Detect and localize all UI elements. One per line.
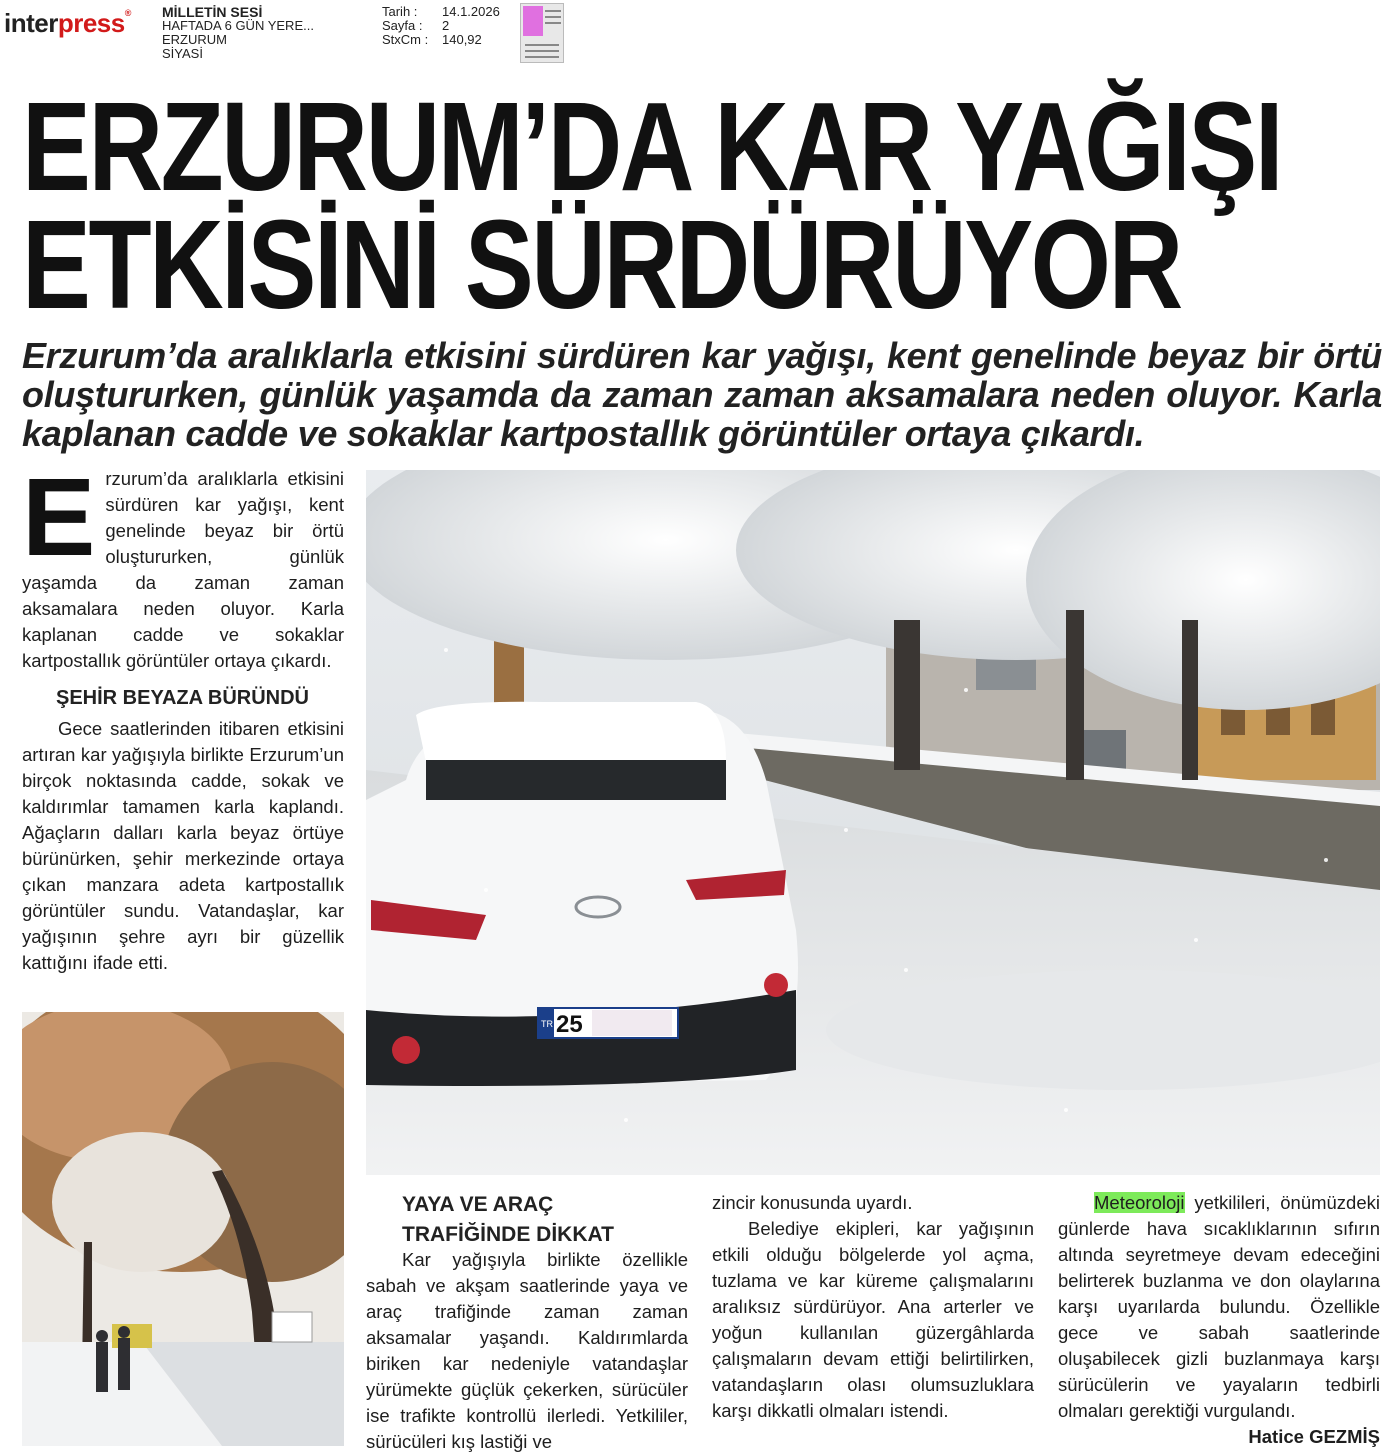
date-label: Tarih :	[382, 4, 418, 19]
subheading-trafik	[402, 1190, 614, 1250]
paragraph-1-text: Gece saatlerinden itibaren etkisini artıran kar yağışıyla birlikte Erzurum’un birçok noktasında cadde, sokak ve kaldırımlar tamamen karla kaplandı. Ağaçların dalları karla beyaz örtüye bürünürken, şehir merkezinde ortaya çıkan manzara adeta kartpostallık görüntüler sundu. Vatandaşlar, kar yağışının şehre ayrı bir güzellik kattığını ifade etti.	[22, 718, 344, 973]
publication-frequency: HAFTADA 6 GÜN YERE...	[162, 18, 314, 33]
article-headline	[22, 76, 1282, 335]
headline-line-1: ERZURUM’DA KAR YAĞIŞI	[22, 76, 1282, 217]
logo-main-text: inter	[4, 8, 58, 38]
snowy-car-photo	[366, 470, 1380, 1175]
stxcm-value: 140,92	[442, 32, 482, 47]
page-value: 2	[442, 18, 450, 33]
author-byline: Hatice GEZMİŞ	[1248, 1426, 1380, 1447]
clipping-details	[382, 5, 500, 47]
page-thumbnail[interactable]	[520, 3, 564, 63]
headline-line-2: ETKİSİNİ SÜRDÜRÜYOR	[22, 194, 1181, 335]
paragraph-3-text: Belediye ekipleri, kar yağışının etkili olduğu bölgelerde yol açma, tuzlama ve kar küreme çalışmalarını aralıksız sürdürüyor. Ana arterler ve yoğun kullanılan güzergâhlarda çalışmaların devam ettiği belirtilirken, vatandaşların olası olumsuzluklara karşı dikkatli olmaları istendi.	[712, 1218, 1034, 1421]
page-label: Sayfa :	[382, 18, 423, 33]
article-paragraph-1	[22, 716, 344, 976]
paragraph-2-continued: zincir konusunda uyardı.	[712, 1192, 913, 1213]
date-value: 14.1.2026	[442, 4, 500, 19]
article-column-3	[712, 1190, 1034, 1424]
article-paragraph-2	[366, 1247, 688, 1455]
publication-name: MİLLETİN SESİ	[162, 4, 263, 20]
stxcm-label: StxCm :	[382, 32, 429, 47]
paragraph-4-text: yetkilileri, önümüzdeki günlerde hava sıcaklıklarının sıfırın altında seyretmeye devam edeceğini belirterek buzlanma ve don olaylarına karşı uyarılarda bulundu. Özellikle gece ve sabah saatlerinde oluşabilecek gizli buzlanmaya karşı sürücülerin ve yayaların tedbirli olmaları gerektiği vurgulandı.	[1058, 1192, 1380, 1421]
plate-number: 25	[556, 1011, 583, 1038]
publication-category: SİYASİ	[162, 46, 203, 61]
logo-accent-text: press	[57, 8, 125, 38]
article-deck: Erzurum’da aralıklarla etkisini sürdüren kar yağışı, kent genelinde beyaz bir örtü oluştururken, günlük yaşamda da zaman zaman aksamalara neden oluyor. Karla kaplanan cadde ve sokaklar kartpostallık görüntüler ortaya çıkardı.	[22, 335, 1382, 454]
publication-city: ERZURUM	[162, 32, 227, 47]
article-lead	[22, 456, 344, 674]
autumn-snow-street-photo	[22, 1012, 344, 1446]
subheading-trafik-line-1: YAYA VE ARAÇ	[402, 1193, 554, 1216]
article-column-4	[1058, 1190, 1380, 1450]
paragraph-2-text: Kar yağışıyla birlikte özellikle sabah ve akşam saatlerinde yaya ve araç trafiğinde zaman zaman aksamalar yaşandı. Kaldırımlarda biriken kar nedeniyle vatandaşlar yürümekte güçlük çekerken, sürücüler ise trafikte kontrollü ilerledi. Yetkililer, sürücüleri kış lastiği ve	[366, 1249, 688, 1452]
clipping-meta	[162, 5, 314, 61]
logo-registered-mark: ®	[124, 8, 131, 18]
subheading-trafik-line-2: TRAFİĞİNDE DİKKAT	[402, 1223, 614, 1246]
highlighted-keyword: Meteoroloji	[1094, 1192, 1185, 1213]
lead-text: rzurum’da aralıklarla etkisini sürdüren kar yağışı, kent genelinde beyaz bir örtü oluştururken, günlük yaşamda da zaman zaman aksamalara neden oluyor. Karla kaplanan cadde ve sokaklar kartpostallık görüntüler ortaya çıkardı.	[22, 468, 344, 671]
drop-cap: E	[22, 456, 96, 579]
interpress-logo	[4, 8, 131, 39]
plate-country-badge: TR	[541, 1019, 553, 1029]
subheading-sehir: ŞEHİR BEYAZA BÜRÜNDÜ	[56, 687, 309, 709]
